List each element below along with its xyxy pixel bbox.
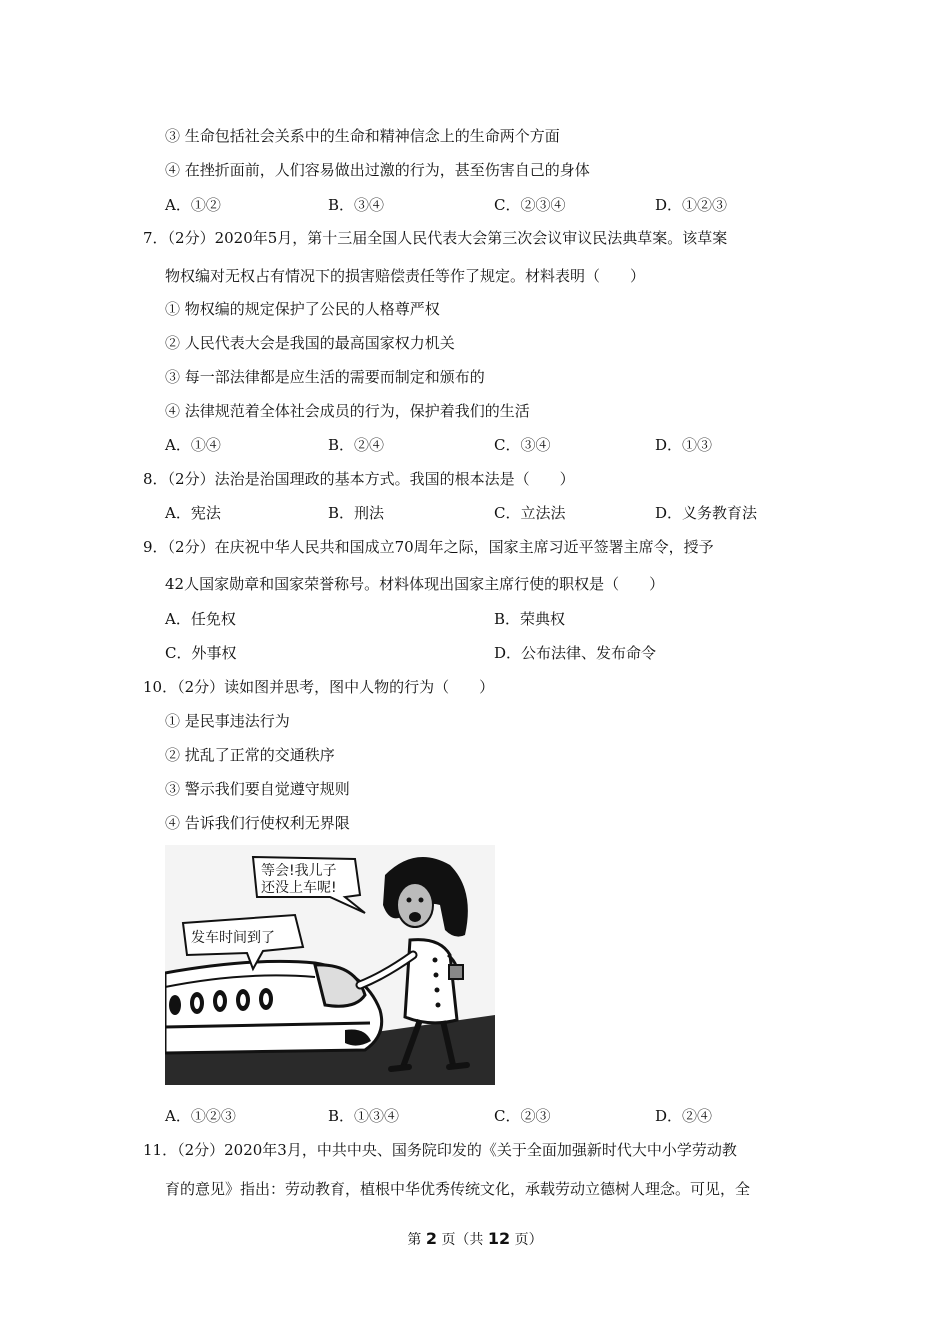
q6-option-b: B．③④ [328,196,385,214]
woman-speech-line2: 还没上车呢! [261,880,337,896]
q9-stem-line2: 42人国家勋章和国家荣誉称号。材料体现出国家主席行使的职权是（ ） [165,575,665,593]
q9-option-b: B．荣典权 [494,610,566,628]
woman-speech-line1: 等会!我儿子 [261,863,337,879]
q11-stem-line2: 育的意见》指出：劳动教育，植根中华优秀传统文化，承载劳动立德树人理念。可见，全 [165,1180,751,1198]
q10-item-2: ② 扰乱了正常的交通秩序 [165,746,335,764]
q6-item-3: ③ 生命包括社会关系中的生命和精神信念上的生命两个方面 [165,127,560,145]
q10-item-3: ③ 警示我们要自觉遵守规则 [165,780,350,798]
q7-option-b: B．②④ [328,436,385,454]
q7-item-4: ④ 法律规范着全体社会成员的行为，保护着我们的生活 [165,402,530,420]
q7-item-2: ② 人民代表大会是我国的最高国家权力机关 [165,334,455,352]
q11-stem-line1: 11．（2分）2020年3月，中共中央、国务院印发的《关于全面加强新时代大中小学劳动教 [143,1141,737,1159]
q8-option-a: A．宪法 [165,504,221,522]
q10-item-4: ④ 告诉我们行使权利无界限 [165,814,350,832]
footer-middle: 页（共 [441,1232,484,1248]
q9-stem-line1: 9．（2分）在庆祝中华人民共和国成立70周年之际，国家主席习近平签署主席令，授予 [143,538,714,556]
q7-stem-line1: 7．（2分）2020年5月，第十三届全国人民代表大会第三次会议审议民法典草案。该草案 [143,229,728,247]
train-speech-text: 发车时间到了 [191,930,275,946]
q7-option-c: C．③④ [494,436,551,454]
q6-option-d: D．①②③ [655,196,728,214]
q7-stem-line2: 物权编对无权占有情况下的损害赔偿责任等作了规定。材料表明（ ） [165,267,646,285]
q10-item-1: ① 是民事违法行为 [165,712,290,730]
q9-option-d: D．公布法律、发布命令 [494,644,657,662]
q10-stem: 10．（2分）读如图并思考，图中人物的行为（ ） [143,678,495,696]
q9-option-a: A．任免权 [165,610,236,628]
q7-item-3: ③ 每一部法律都是应生活的需要而制定和颁布的 [165,368,485,386]
q8-stem: 8．（2分）法治是治国理政的基本方式。我国的根本法是（ ） [143,470,575,488]
q6-option-a: A．①② [165,196,221,214]
footer-page-number: 2 [425,1229,437,1248]
q7-option-d: D．①③ [655,436,713,454]
q10-option-b: B．①③④ [328,1107,400,1125]
q10-option-a: A．①②③ [165,1107,236,1125]
q10-option-d: D．②④ [655,1107,713,1125]
q8-option-c: C．立法法 [494,504,566,522]
q10-option-c: C．②③ [494,1107,551,1125]
q8-option-d: D．义务教育法 [655,504,758,522]
q8-option-b: B．刑法 [328,504,385,522]
cartoon-svg [165,845,495,1085]
q9-option-c: C．外事权 [165,644,237,662]
footer-total-pages: 12 [487,1229,511,1248]
footer-suffix: 页） [514,1232,543,1248]
q7-item-1: ① 物权编的规定保护了公民的人格尊严权 [165,300,440,318]
q6-option-c: C．②③④ [494,196,566,214]
q6-item-4: ④ 在挫折面前，人们容易做出过激的行为，甚至伤害自己的身体 [165,161,590,179]
footer-prefix: 第 [407,1232,422,1248]
cartoon-illustration [165,845,495,1085]
q7-option-a: A．①④ [165,436,221,454]
page-footer [0,1229,950,1250]
